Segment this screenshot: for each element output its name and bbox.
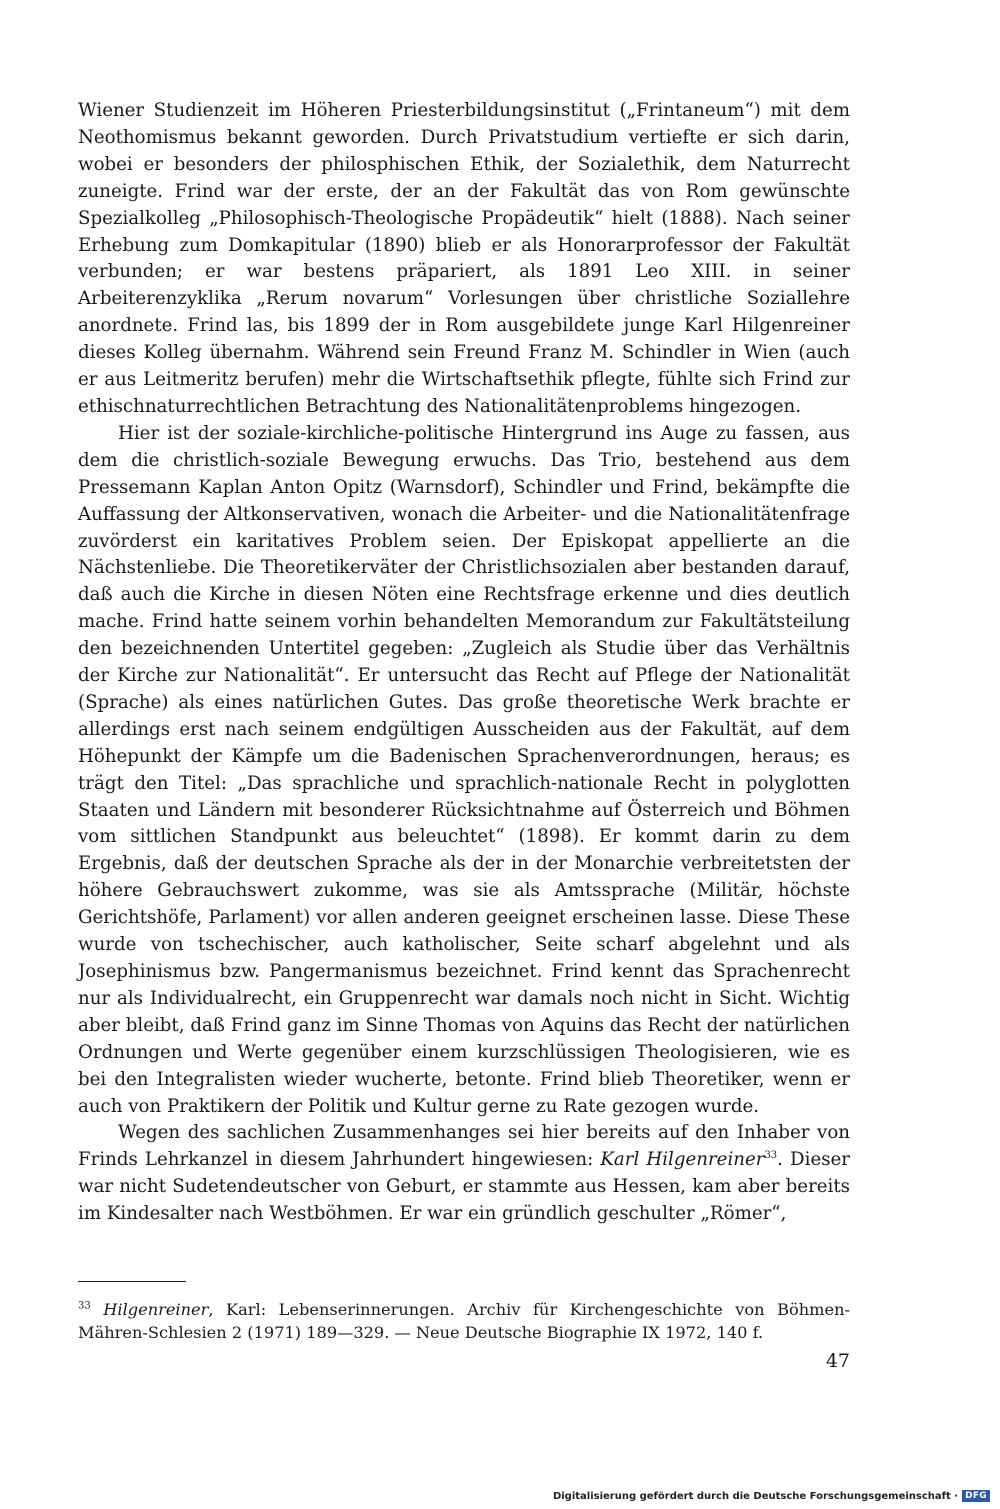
paragraph-3-text-before: Wegen des sachlichen Zusammenhanges sei hier bereits auf den Inhaber von Frinds Lehrkanzel in diesem Jahrhundert hingewiesen: bbox=[78, 1122, 850, 1171]
footnote-text: , Karl: Lebenserinnerungen. Archiv für Kirchengeschichte von Böhmen-Mähren-Schlesien 2 (1971) 189—329. — Neue Deutsche Biographie IX 1972, 140 f. bbox=[78, 1300, 850, 1342]
dfg-logo-icon: DFG bbox=[962, 1490, 990, 1502]
paragraph-1: Wiener Studienzeit im Höheren Priesterbildungsinstitut („Frintaneum“) mit dem Neothomismus bekannt geworden. Durch Privatstudium vertiefte er sich darin, wobei er besonders der philosphischen Ethik, der Sozialethik, dem Naturrecht zuneigte. Frind war der erste, der an der Fakultät das von Rom gewünschte Spezialkolleg „Philosophisch-Theologische Propädeutik“ hielt (1888). Nach seiner Erhebung zum Domkapitular (1890) blieb er als Honorarprofessor der Fakultät verbunden; er war bestens präpariert, als 1891 Leo XIII. in seiner Arbeiterenzyklika „Rerum novarum“ Vorlesungen über christliche Soziallehre anordnete. Frind las, bis 1899 der in Rom ausgebildete junge Karl Hilgenreiner dieses Kolleg übernahm. Während sein Freund Franz M. Schindler in Wien (auch er aus Leitmeritz berufen) mehr die Wirtschaftsethik pflegte, fühlte sich Frind zur ethischnaturrechtlichen Betrachtung des Nationalitätenproblems hingezogen. bbox=[78, 100, 850, 417]
footnote-separator-rule bbox=[78, 1281, 186, 1282]
main-text-block bbox=[78, 98, 850, 1228]
footnote-reference[interactable]: 33 bbox=[764, 1150, 778, 1162]
footnote-number: 33 bbox=[78, 1300, 91, 1312]
paragraph-3-text-after: . Dieser war nicht Sudetendeutscher von Geburt, er stammte aus Hessen, kam aber bereits im Kindesalter nach Westböhmen. Er war ein gründlich geschulter „Römer“, bbox=[78, 1149, 851, 1225]
footnote-author: Hilgenreiner bbox=[103, 1300, 209, 1319]
paragraph-3 bbox=[78, 1120, 850, 1228]
footnote-block bbox=[78, 1298, 850, 1344]
digitization-notice bbox=[553, 1488, 990, 1504]
page-number: 47 bbox=[825, 1350, 850, 1372]
digitization-notice-text: Digitalisierung gefördert durch die Deutsche Forschungsgemeinschaft · bbox=[552, 1490, 959, 1502]
footnote-33 bbox=[78, 1298, 850, 1344]
paragraph-2: Hier ist der soziale-kirchliche-politische Hintergrund ins Auge zu fassen, aus dem die christlich-soziale Bewegung erwuchs. Das Trio, bestehend aus dem Pressemann Kaplan Anton Opitz (Warnsdorf), Schindler und Frind, bekämpfte die Auffassung der Altkonservativen, wonach die Arbeiter- und die Nationalitätenfrage zuvörderst ein karitatives Problem seien. Der Episkopat appellierte an die Nächstenliebe. Die Theoretikerväter der Christlichsozialen aber bestanden darauf, daß auch die Kirche in diesen Nöten eine Rechtsfrage erkenne und dies deutlich mache. Frind hatte seinem vorhin behandelten Memorandum zur Fakultätsteilung den bezeichnenden Untertitel gegeben: „Zugleich als Studie über das Verhältnis der Kirche zur Nationalität“. Er untersucht das Recht auf Pflege der Nationalität (Sprache) als eines natürlichen Gutes. Das große theoretische Werk brachte er allerdings erst nach seinem endgültigen Ausscheiden aus der Fakultät, auf dem Höhepunkt der Kämpfe um die Badenischen Sprachenverordnungen, heraus; es trägt den Titel: „Das sprachliche und sprachlich-nationale Recht in polyglotten Staaten und Ländern mit besonderer Rücksichtnahme auf Österreich und Böhmen vom sittlichen Standpunkt aus beleuchtet“ (1898). Er kommt darin zu dem Ergebnis, daß der deutschen Sprache als der in der Monarchie verbreitetsten der höhere Gebrauchswert zukomme, was sie als Amtssprache (Militär, höchste Gerichtshöfe, Parlament) vor allen anderen geeignet erscheinen lasse. Diese These wurde von tschechischer, auch katholischer, Seite scharf abgelehnt und als Josephinismus bzw. Pangermanismus bezeichnet. Frind kennt das Sprachenrecht nur als Individualrecht, ein Gruppenrecht war damals noch nicht in Sicht. Wichtig aber bleibt, daß Frind ganz im Sinne Thomas von Aquins das Recht der natürlichen Ordnungen und Werte gegenüber einem kurzschlüssigen Theologisieren, wie es bei den Integralisten wieder wucherte, betonte. Frind blieb Theoretiker, wenn er auch von Praktikern der Politik und Kultur gerne zu Rate gezogen wurde. bbox=[78, 422, 850, 1117]
person-name-hilgenreiner: Karl Hilgenreiner bbox=[600, 1149, 765, 1171]
